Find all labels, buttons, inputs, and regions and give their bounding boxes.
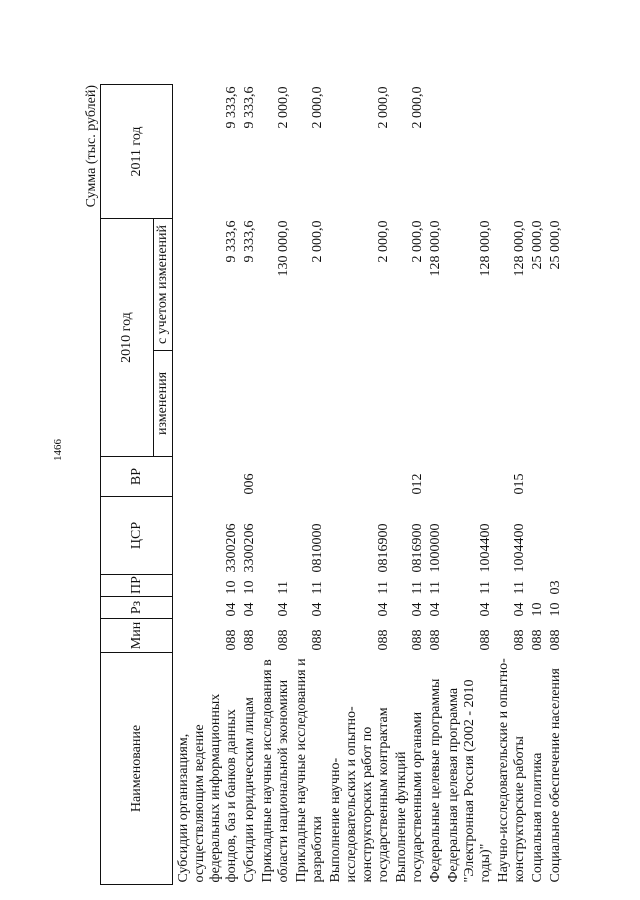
rotated-page-content [84,85,614,885]
row-pr [529,575,547,597]
row-rz: 04 [410,602,425,617]
row-rz: 04 [512,602,527,617]
table-row [259,85,293,885]
row-pr: 11 [276,581,291,595]
header-year-2011: 2011 год [101,85,173,219]
row-rz: 04 [428,602,443,617]
table-row [393,85,427,885]
row-vr: 012 [410,473,425,495]
table-row [173,85,242,885]
row-changes [445,351,495,457]
row-min: 088 [548,629,563,651]
row-vr [327,457,393,497]
row-min: 088 [512,629,527,651]
row-changes [427,351,445,457]
table-row [529,85,547,885]
row-vr [427,457,445,497]
row-name: Субсидии организациям, осуществляющим ведение федеральных информационных фондов, баз и банков данных [176,693,239,883]
row-pr: 11 [428,581,443,595]
row-pr: 10 [224,580,239,595]
table-row [547,85,565,885]
header-with-changes: с учетом изменений [154,219,173,351]
row-2011 [427,85,445,219]
row-2011 [529,85,547,219]
row-min: 088 [478,629,493,651]
row-pr: 11 [512,581,527,595]
row-changes [393,351,427,457]
row-vr [293,457,327,497]
row-2011: 2 000,0 [310,86,325,129]
row-rz: 04 [310,602,325,617]
row-vr [259,457,293,497]
row-rz: 10 [548,602,563,617]
row-rz: 04 [276,602,291,617]
table-row [293,85,327,885]
table-row [241,85,259,885]
row-name: Социальная политика [530,752,545,883]
page-number: 1466 [52,439,64,461]
row-csr: 1004400 [478,523,493,573]
row-pr: 11 [478,581,493,595]
row-vr [547,457,565,497]
row-min: 088 [530,629,545,651]
row-name: Федеральные целевые программы [428,678,443,883]
row-2011 [445,85,495,219]
row-pr: 11 [376,581,391,595]
header-row [101,85,154,885]
row-csr: 3300206 [224,523,239,573]
row-csr [547,497,565,575]
row-changes [327,351,393,457]
table-row [445,85,495,885]
row-name: Федеральная целевая программа "Электронная Россия (2002 - 2010 годы)" [446,679,493,883]
row-name: Выполнение функций государственными органами [394,711,425,883]
row-changes [293,351,327,457]
header-vr: ВР [101,457,173,497]
row-with-changes: 9 333,6 [242,220,257,263]
row-rz: 10 [530,602,545,617]
row-with-changes: 2 000,0 [410,220,425,263]
table-row [327,85,393,885]
row-with-changes: 130 000,0 [276,220,291,277]
row-2011: 9 333,6 [242,86,257,129]
row-csr: 0810000 [310,523,325,573]
row-vr [445,457,495,497]
budget-table [100,84,565,885]
row-2011: 2 000,0 [410,86,425,129]
row-csr: 3300206 [242,523,257,573]
row-min: 088 [310,629,325,651]
row-name: Субсидии юридическим лицам [242,697,257,883]
row-changes [173,351,242,457]
row-vr: 015 [512,473,527,495]
row-name: Прикладные научные исследования в области национальной экономики [260,659,291,883]
row-changes [547,351,565,457]
header-csr: ЦСР [101,497,173,575]
row-pr: 10 [242,580,257,595]
row-2011: 2 000,0 [376,86,391,129]
row-rz: 04 [224,602,239,617]
row-vr [529,457,547,497]
row-with-changes: 9 333,6 [224,220,239,263]
row-with-changes: 128 000,0 [428,220,443,277]
row-changes [241,351,259,457]
header-name: Наименование [101,653,173,885]
units-caption: Сумма (тыс. рублей) [84,85,99,208]
row-2011 [495,85,529,219]
row-changes [529,351,547,457]
row-csr: 0816900 [410,523,425,573]
row-vr: 006 [242,473,257,495]
row-min: 088 [428,629,443,651]
row-with-changes: 2 000,0 [310,220,325,263]
row-2011: 9 333,6 [224,86,239,129]
row-with-changes: 25 000,0 [548,220,563,270]
row-2011 [547,85,565,219]
row-csr: 0816900 [376,523,391,573]
row-rz: 04 [376,602,391,617]
table-row [495,85,529,885]
row-rz: 04 [478,602,493,617]
row-changes [259,351,293,457]
row-name: Научно-исследовательские и опытно-конструкторские работы [496,658,527,883]
row-2011: 2 000,0 [276,86,291,129]
row-changes [495,351,529,457]
row-pr: 11 [310,581,325,595]
row-pr: 11 [410,581,425,595]
row-vr [173,457,242,497]
row-name: Выполнение научно-исследовательских и опытно-конструкторских работ по государственным контрактам [328,706,391,883]
row-csr [529,497,547,575]
row-min: 088 [410,629,425,651]
header-pr: ПР [101,575,173,597]
row-with-changes: 128 000,0 [512,220,527,277]
row-min: 088 [276,629,291,651]
row-min: 088 [224,629,239,651]
row-name: Социальное обеспечение населения [548,668,563,883]
row-csr: 1004400 [512,523,527,573]
row-min: 088 [376,629,391,651]
row-csr [259,497,293,575]
row-pr: 03 [548,580,563,595]
row-with-changes: 128 000,0 [478,220,493,277]
table-row [427,85,445,885]
row-with-changes: 2 000,0 [376,220,391,263]
row-csr: 1000000 [428,523,443,573]
header-year-2010: 2010 год [101,219,154,457]
header-changes: изменения [154,351,173,457]
row-with-changes: 25 000,0 [530,220,545,270]
row-name: Прикладные научные исследования и разработки [294,658,325,883]
table-body [173,85,566,885]
row-min: 088 [242,629,257,651]
row-rz: 04 [242,602,257,617]
header-min: Мин [101,619,173,653]
header-rz: Рз [101,597,173,619]
